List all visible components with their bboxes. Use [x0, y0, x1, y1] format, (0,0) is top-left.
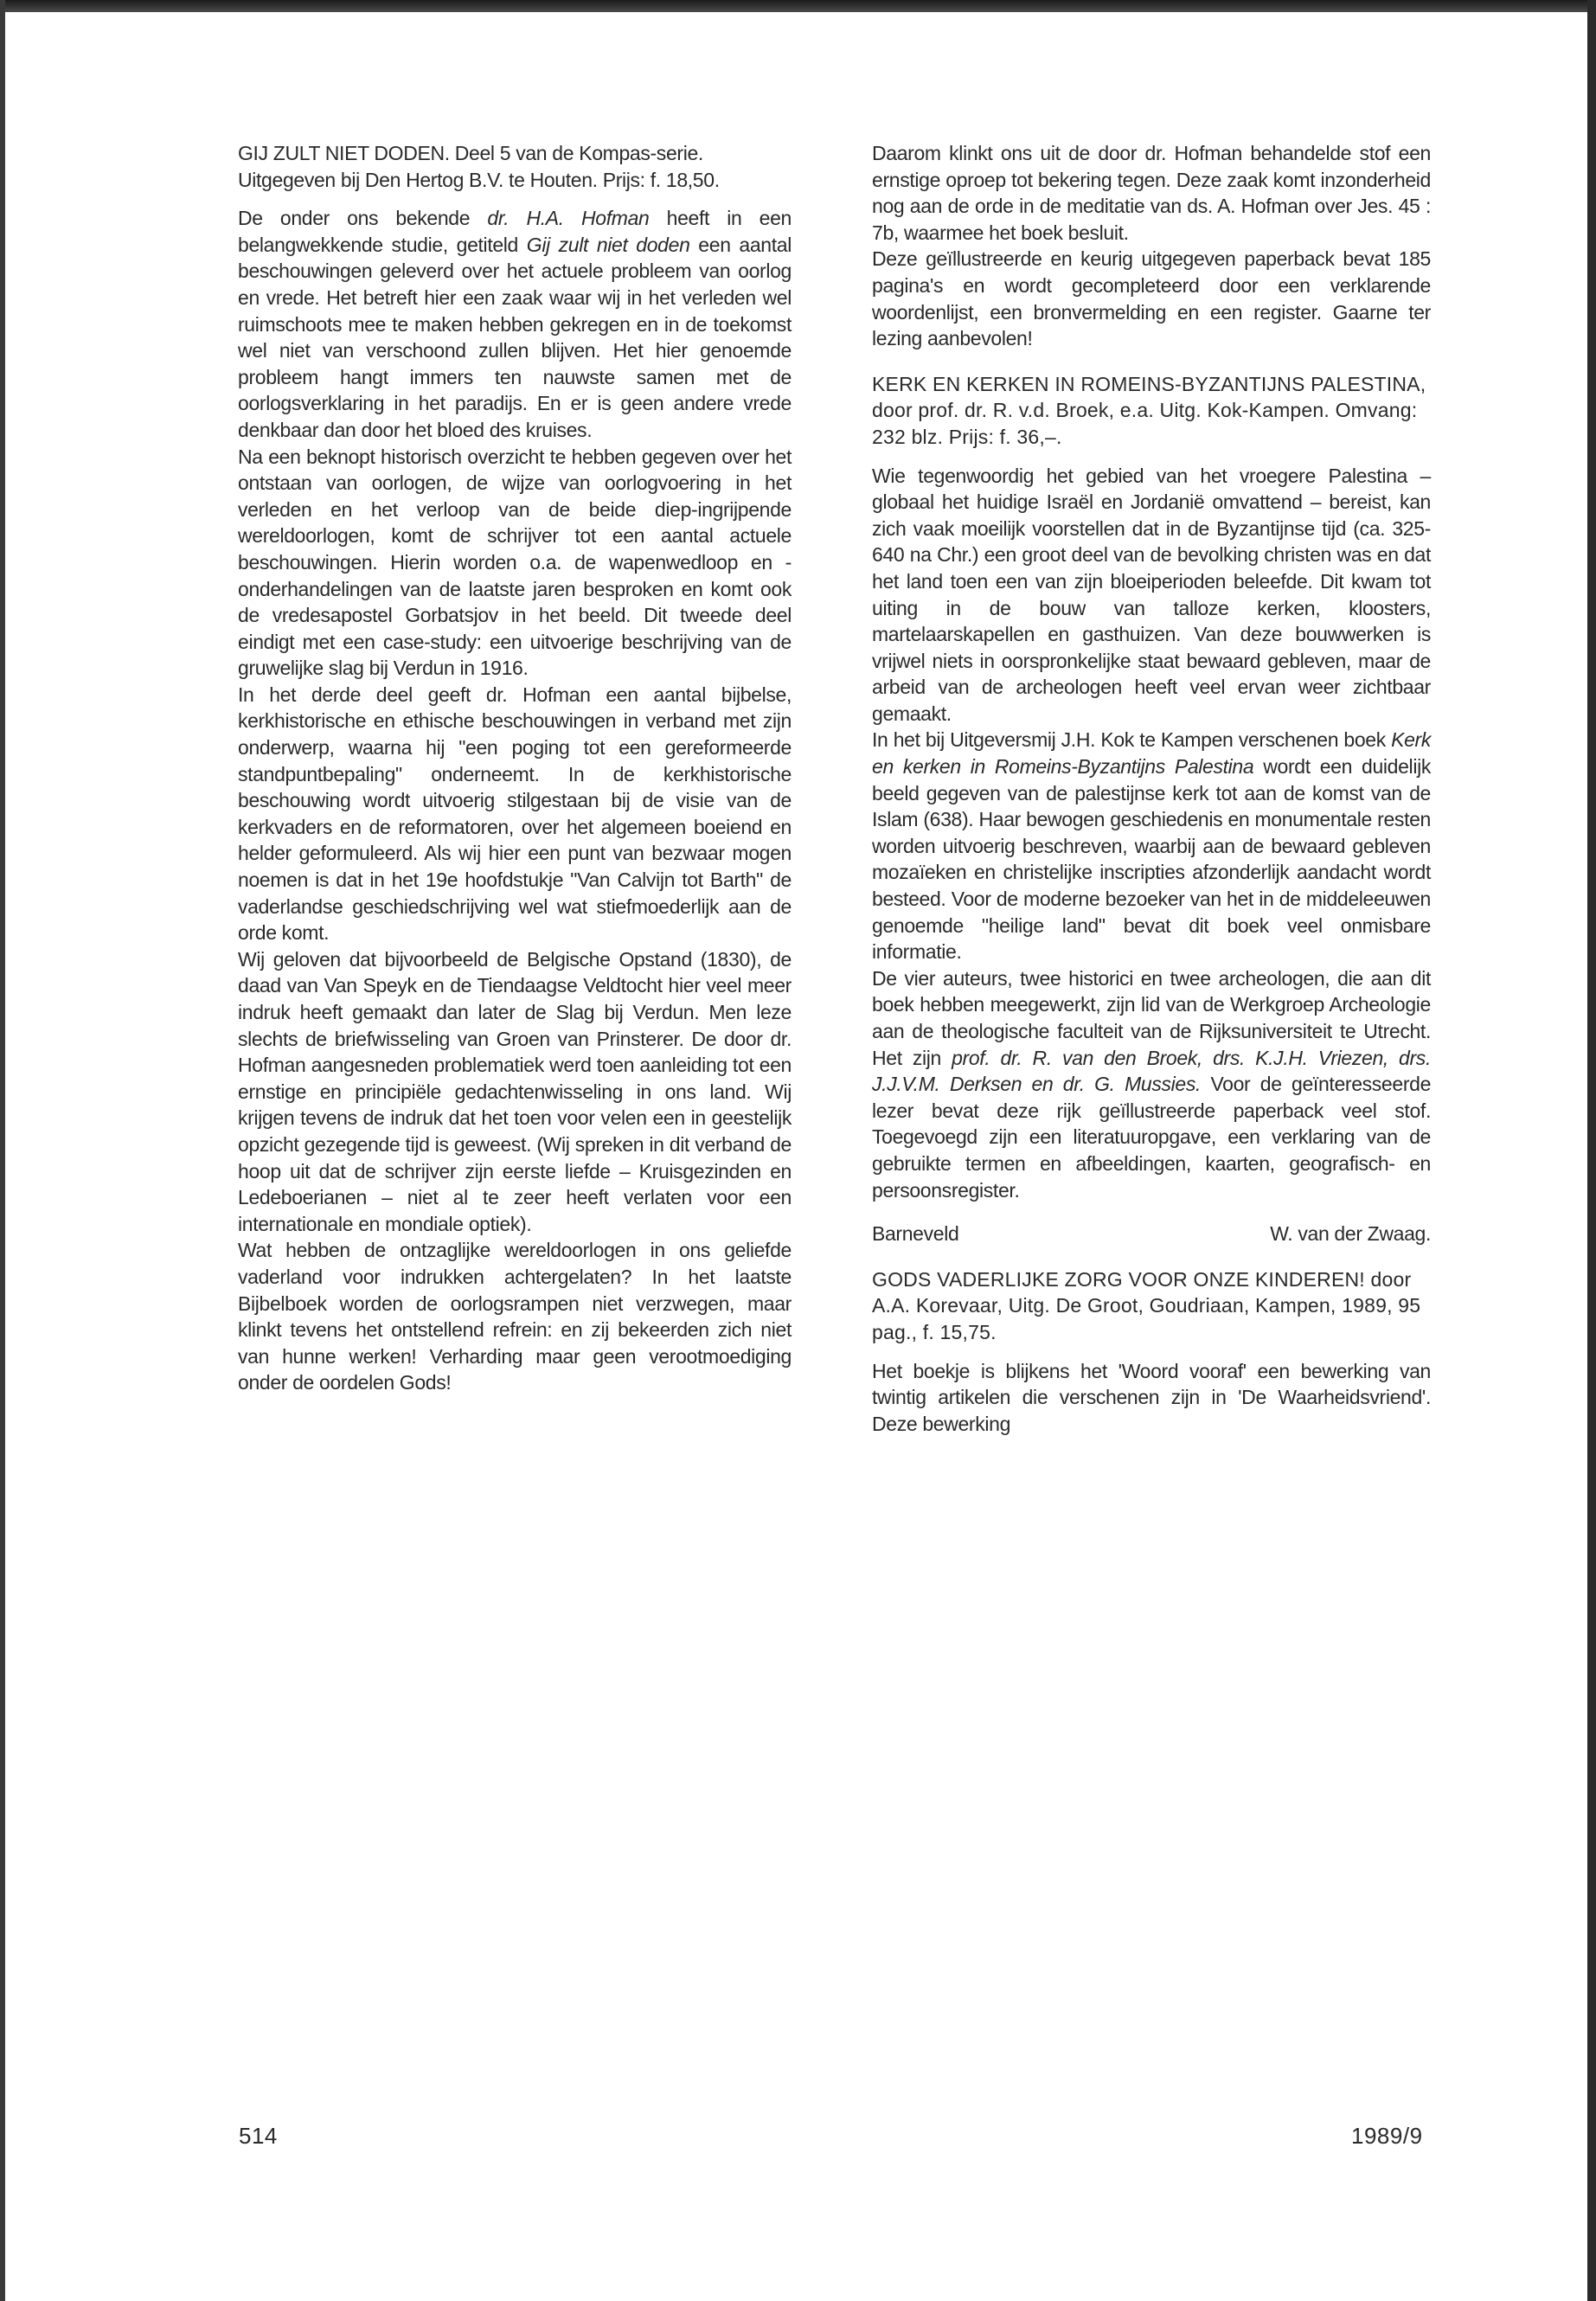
- review-1-paragraph-4: Wij geloven dat bijvoorbeeld de Belgische Opstand (1830), de daad van Van Speyk en de Tiendaagse Veldtocht hier veel meer indruk heeft gemaakt dan later de Slag bij Verdun. Men leze slechts de briefwisseling van Groen van Prinsterer. De door dr. Hofman aangesneden problematiek werd toen aanleiding tot een ernstige en principiële gedachtenwisseling in ons land. Wij krijgen tevens de indruk dat het toen voor velen een in geestelijk opzicht gezegende tijd is geweest. (Wij spreken in dit verband de hoop uit dat de schrijver zijn eerste liefde – Kruisgezinden en Ledeboerianen – niet al te zeer heeft verlaten voor een internationale en mondiale optiek).: [238, 947, 792, 1235]
- review-2-author-names: prof. dr. R. van den Broek, drs. K.J.H. Vriezen, drs. J.J.V.M. Derksen en dr. G. Mussies.: [872, 1046, 1432, 1096]
- left-column: [238, 140, 792, 1396]
- review-1-paragraph-6: Daarom klinkt ons uit de door dr. Hofman behandelde stof een ernstige oproep tot bekering tegen. Deze zaak komt inzonderheid nog aan de orde in de meditatie van ds. A. Hofman over Jes. 45 : 7b, waarmee het boek besluit.: [872, 142, 1431, 244]
- review-2-signature: [872, 1221, 1431, 1247]
- right-column: [872, 140, 1431, 1437]
- review-3-heading: GODS VADERLIJKE ZORG VOOR ONZE KINDEREN! door A.A. Korevaar, Uitg. De Groot, Goudriaan, Kampen, 1989, 95 pag., f. 15,75.: [872, 1267, 1421, 1343]
- review-2-paragraph-1: Wie tegenwoordig het gebied van het vroegere Palestina – globaal het huidige Israël en Jordanië omvattend – bereist, kan zich vaak moeilijk voorstellen dat in de Byzantijnse tijd (ca. 325-640 na Chr.) een groot deel van de bevolking christen was en dat het land toen een van zijn bloeiperioden beleefde. Dit kwam tot uiting in de bouw van talloze kerken, kloosters, martelaarskapellen en gasthuizen. Van deze bouwwerken is vrijwel niets in oorspronkelijke staat bewaard gebleven, maar de arbeid van de archeologen heeft veel ervan weer zichtbaar gemaakt.: [872, 464, 1431, 725]
- review-3-paragraph-1: Het boekje is blijkens het 'Woord vooraf' een bewerking van twintig artikelen die verschenen zijn in 'De Waarheidsvriend'. Deze bewerking: [872, 1359, 1431, 1435]
- review-2-book-title: Kerk en kerken in Romeins-Byzantijns Palestina: [872, 728, 1431, 779]
- review-1-intro-b: heeft in een belangwekkende studie, getiteld: [238, 207, 792, 256]
- review-2-p2-a: In het bij Uitgeversmij J.H. Kok te Kampen verschenen boek: [872, 728, 1392, 752]
- issue-number: 1989/9: [1351, 2123, 1423, 2149]
- review-1-paragraph-1: [238, 205, 792, 443]
- signature-reviewer: W. van der Zwaag.: [1270, 1222, 1431, 1246]
- signature-place: Barneveld: [872, 1222, 959, 1246]
- review-1-book-title: Gij zult niet doden: [526, 233, 690, 256]
- review-2-heading: KERK EN KERKEN IN ROMEINS-BYZANTIJNS PALESTINA, door prof. dr. R. v.d. Broek, e.a. Uitg. Kok-Kampen. Omvang: 232 blz. Prijs: f. 36,–.: [872, 372, 1426, 448]
- page-number: 514: [239, 2123, 278, 2149]
- review-2-p3-b: Voor de geïnteresseerde lezer bevat deze rijk geïllustreerde paperback veel stof. Toegevoegd zijn een literatuuropgave, een verklaring van de gebruikte termen en afbeeldingen, kaarten, geografisch- en persoonsregister.: [872, 1073, 1432, 1202]
- review-1-paragraph-7: Deze geïllustreerde en keurig uitgegeven paperback bevat 185 pagina's en wordt gecompleteerd door een verklarende woordenlijst, een bronvermelding en een register. Gaarne ter lezing aanbevolen!: [872, 247, 1431, 350]
- review-2-p3-a: De vier auteurs, twee historici en twee archeologen, die aan dit boek hebben meegewerkt, zijn lid van de Werkgroep Archeologie aan de theologische faculteit van de Rijksuniversiteit te Utrecht. Het zijn: [872, 966, 1431, 1069]
- review-1-paragraph-3: In het derde deel geeft dr. Hofman een aantal bijbelse, kerkhistorische en ethische beschouwingen in verband met zijn onderwerp, waarna hij "een poging tot een gereformeerde standpuntbepaling" onderneemt. In de kerkhistorische beschouwing wordt uitvoerig stilgestaan bij de visie van de kerkvaders en de reformatoren, over het algemeen boeiend en helder geformuleerd. Als wij hier een punt van bezwaar mogen noemen is dat in het 19e hoofdstukje "Van Calvijn tot Barth" de vaderlandse geschiedschrijving wel wat stiefmoederlijk aan de orde komt.: [238, 683, 792, 945]
- review-1-intro-a: De onder ons bekende: [238, 207, 488, 230]
- review-2-paragraph-3: [872, 965, 1431, 1203]
- review-1-author: dr. H.A. Hofman: [487, 207, 650, 230]
- review-1-paragraph-2: Na een beknopt historisch overzicht te hebben gegeven over het ontstaan van oorlogen, de wijze van oorlogvoering in het verleden en het verloop van de beide diep-ingrijpende wereldoorlogen, komt de schrijver tot een aantal actuele beschouwingen. Hierin worden o.a. de wapenwedloop en -onderhandelingen van de laatste jaren besproken en komt ook de vredesapostel Gorbatsjov in het beeld. Dit tweede deel eindigt met een case-study: een uitvoerige beschrijving van de gruwelijke slag bij Verdun in 1916.: [238, 445, 792, 680]
- review-1-heading: GIJ ZULT NIET DODEN. Deel 5 van de Kompas-serie. Uitgegeven bij Den Hertog B.V. te Houten. Prijs: f. 18,50.: [238, 142, 720, 191]
- review-2-p2-b: wordt een duidelijk beeld gegeven van de palestijnse kerk tot aan de komst van de Islam (638). Haar bewogen geschiedenis en monumentale resten worden uitvoerig beschreven, waarbij aan de bewaard gebleven mozaïeken en christelijke inscripties afzonderlijk aandacht wordt besteed. Voor de moderne bezoeker van het in de middeleeuwen genoemde "heilige land" bevat dit boek veel onmisbare informatie.: [872, 755, 1431, 964]
- review-1-paragraph-5: Wat hebben de ontzaglijke wereldoorlogen in ons geliefde vaderland voor indrukken achtergelaten? In het laatste Bijbelboek worden de oorlogsrampen niet verzwegen, maar klinkt tevens het ontstellend refrein: en zij bekeerden zich niet van hunne werken! Verharding maar geen verootmoediging onder de oordelen Gods!: [238, 1239, 792, 1394]
- review-2-paragraph-2: [872, 727, 1431, 965]
- review-1-intro-c: een aantal beschouwingen geleverd over het actuele probleem van oorlog en vrede. Het betreft hier een zaak waar wij in het verleden wel ruimschoots mee te maken hebben gekregen en in de toekomst wel niet van verschoond zullen blijven. Het hier genoemde probleem hangt immers ten nauwste samen met de oorlogsverklaring in het paradijs. En er is geen andere vrede denkbaar dan door het bloed des kruises.: [238, 233, 792, 441]
